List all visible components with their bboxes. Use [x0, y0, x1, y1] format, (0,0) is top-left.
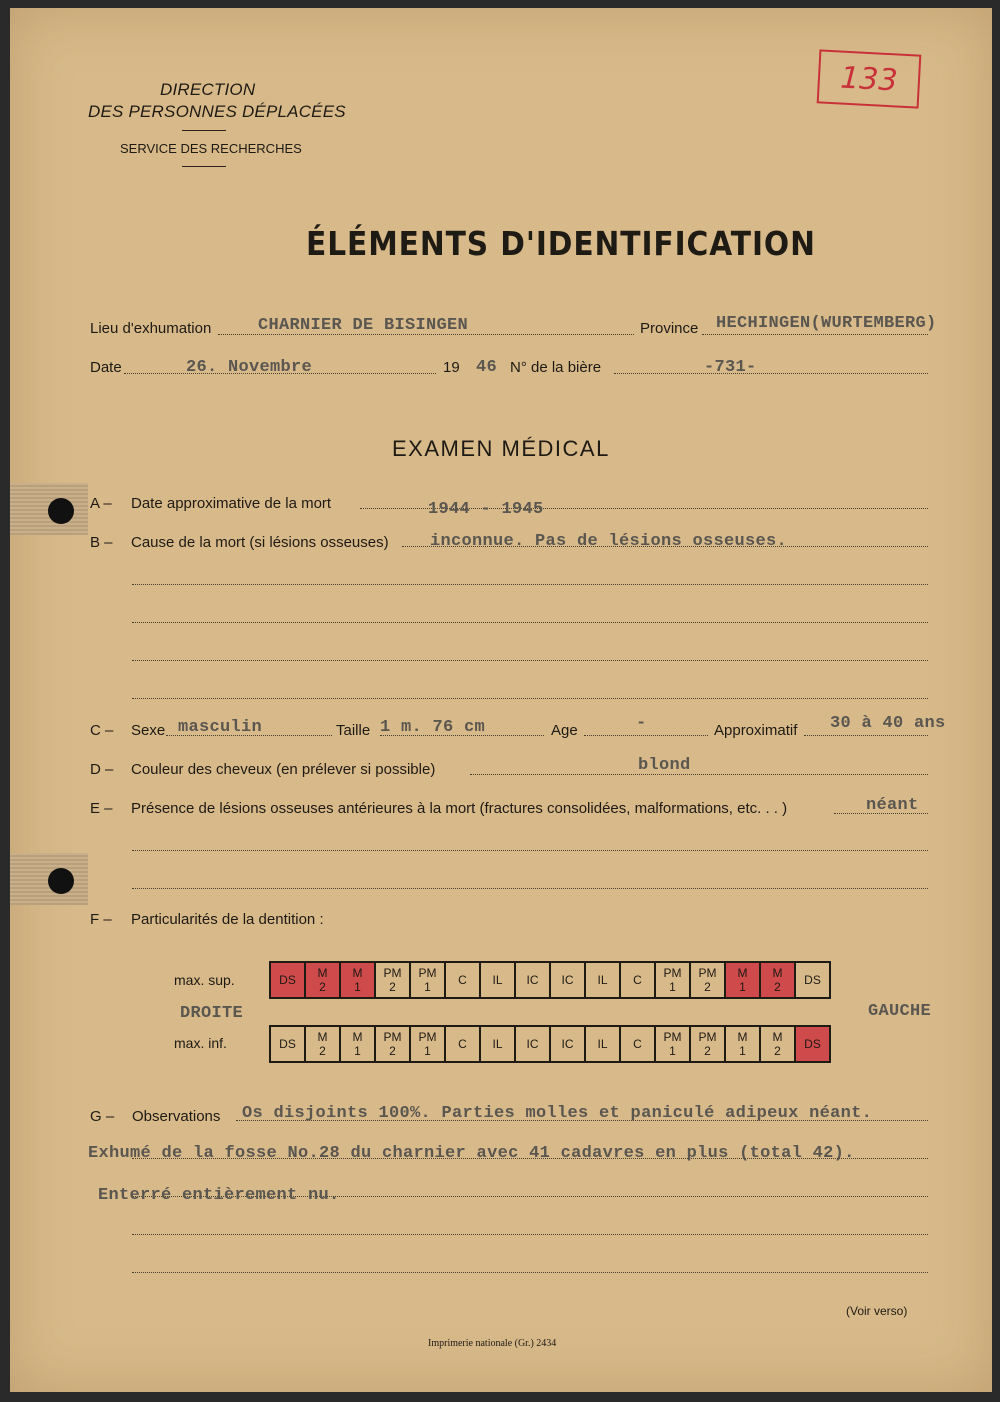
- province-line: [702, 334, 928, 335]
- tooth-cell: [305, 1026, 340, 1062]
- tooth-cell: [480, 1026, 515, 1062]
- section-title: EXAMEN MÉDICAL: [392, 436, 610, 461]
- tooth-code: M: [772, 1030, 783, 1044]
- tooth-cell: [725, 962, 760, 998]
- tooth-number: 2: [774, 1044, 781, 1058]
- tooth-number: 2: [704, 980, 711, 994]
- tooth-cell: [760, 1026, 795, 1062]
- tooth-cell: [340, 1026, 375, 1062]
- printer-imprint: Imprimerie nationale (Gr.) 2434: [428, 1338, 557, 1349]
- f-label: Particularités de la dentition :: [131, 911, 324, 928]
- tooth-code: PM: [383, 966, 402, 980]
- b-extra-line: [132, 622, 928, 623]
- tooth-cell: [620, 1026, 655, 1062]
- f-letter: F –: [90, 911, 112, 928]
- taille-label: Taille: [336, 722, 371, 739]
- tooth-cell: [515, 962, 550, 998]
- tooth-cell: [375, 1026, 410, 1062]
- b-value: inconnue. Pas de lésions osseuses.: [430, 532, 788, 551]
- tooth-cell: [270, 962, 305, 998]
- tooth-number: 1: [739, 980, 746, 994]
- tooth-number: 2: [704, 1044, 711, 1058]
- tooth-cell: [795, 1026, 830, 1062]
- tooth-cell: [375, 962, 410, 998]
- tooth-cell: [760, 962, 795, 998]
- province-label: Province: [640, 320, 699, 337]
- tooth-code: IL: [597, 973, 608, 987]
- header-divider: [182, 166, 226, 167]
- year-value: 46: [476, 358, 498, 377]
- b-extra-line: [132, 660, 928, 661]
- b-label: Cause de la mort (si lésions osseuses): [131, 534, 389, 551]
- tooth-code: PM: [418, 1030, 437, 1044]
- tooth-cell: [655, 962, 690, 998]
- tooth-code: C: [633, 1037, 642, 1051]
- tooth-cell: [480, 962, 515, 998]
- observations-line-2: Exhumé de la fosse No.28 du charnier avec 41 cadavres en plus (total 42).: [88, 1144, 855, 1163]
- max-sup-label: max. sup.: [174, 972, 235, 988]
- c-letter: C –: [90, 722, 114, 739]
- header-service: SERVICE DES RECHERCHES: [120, 141, 302, 156]
- tooth-cell: [445, 1026, 480, 1062]
- tooth-code: M: [737, 966, 748, 980]
- d-line: [470, 774, 928, 775]
- tooth-cell: [340, 962, 375, 998]
- observations-line-3: Enterré entièrement nu.: [98, 1186, 340, 1205]
- age-line: [584, 735, 708, 736]
- form-title: ÉLÉMENTS D'IDENTIFICATION: [306, 224, 816, 263]
- voir-verso: (Voir verso): [846, 1304, 908, 1318]
- date-value: 26. Novembre: [186, 358, 313, 377]
- e-extra-line: [132, 888, 928, 889]
- tooth-code: PM: [418, 966, 437, 980]
- tooth-cell: [445, 962, 480, 998]
- form-sheet: [10, 8, 992, 1392]
- tooth-code: PM: [698, 1030, 717, 1044]
- approx-line: [804, 735, 928, 736]
- sexe-value: masculin: [178, 718, 263, 737]
- tooth-number: 2: [319, 980, 326, 994]
- tooth-number: 1: [354, 980, 361, 994]
- e-label: Présence de lésions osseuses antérieures à la mort (fractures consolidées, malformations, etc. . . ): [131, 800, 788, 817]
- lieu-value: CHARNIER DE BISINGEN: [258, 316, 469, 335]
- d-letter: D –: [90, 761, 114, 778]
- observations-line: [132, 1272, 928, 1273]
- header-divider: [182, 130, 226, 131]
- tooth-code: PM: [663, 1030, 682, 1044]
- b-letter: B –: [90, 534, 113, 551]
- tooth-cell: [550, 1026, 585, 1062]
- punch-hole: [48, 498, 74, 524]
- gauche-label: GAUCHE: [868, 1002, 932, 1021]
- tooth-code: PM: [698, 966, 717, 980]
- tooth-number: 1: [739, 1044, 746, 1058]
- d-value: blond: [638, 756, 691, 775]
- tooth-code: IC: [561, 1037, 574, 1051]
- droite-label: DROITE: [180, 1004, 244, 1023]
- tooth-code: M: [317, 966, 328, 980]
- lower-teeth-chart: [269, 1025, 831, 1063]
- tooth-cell: [655, 1026, 690, 1062]
- age-value: -: [636, 714, 647, 733]
- b-extra-line: [132, 698, 928, 699]
- b-extra-line: [132, 584, 928, 585]
- biere-line: [614, 373, 928, 374]
- tooth-cell: [690, 1026, 725, 1062]
- tooth-number: 2: [389, 980, 396, 994]
- tooth-number: 2: [389, 1044, 396, 1058]
- header-department: DES PERSONNES DÉPLACÉES: [88, 102, 346, 121]
- age-label: Age: [551, 722, 578, 739]
- tooth-number: 1: [424, 980, 431, 994]
- tooth-code: IL: [492, 1037, 503, 1051]
- file-number-stamp: 133: [817, 49, 922, 108]
- max-inf-label: max. inf.: [174, 1035, 227, 1051]
- g-letter: G –: [90, 1108, 115, 1125]
- province-value: HECHINGEN(WURTEMBERG): [716, 314, 937, 333]
- tooth-number: 2: [319, 1044, 326, 1058]
- tooth-code: M: [352, 966, 363, 980]
- year-prefix: 19: [443, 359, 460, 376]
- approx-label: Approximatif: [714, 722, 798, 739]
- tooth-number: 2: [774, 980, 781, 994]
- tooth-code: DS: [279, 1037, 296, 1051]
- tooth-code: M: [772, 966, 783, 980]
- date-label: Date: [90, 359, 122, 376]
- header-direction: DIRECTION: [160, 80, 256, 99]
- tooth-code: IC: [561, 973, 574, 987]
- tooth-cell: [515, 1026, 550, 1062]
- tooth-cell: [725, 1026, 760, 1062]
- upper-teeth-chart: [269, 961, 831, 999]
- sexe-label: Sexe: [131, 722, 166, 739]
- e-letter: E –: [90, 800, 113, 817]
- tooth-cell: [410, 962, 445, 998]
- a-value: 1944 - 1945: [428, 500, 544, 519]
- tooth-cell: [305, 962, 340, 998]
- a-label: Date approximative de la mort: [131, 495, 332, 512]
- tooth-number: 1: [669, 980, 676, 994]
- tooth-code: M: [737, 1030, 748, 1044]
- tooth-cell: [795, 962, 830, 998]
- biere-label: N° de la bière: [510, 359, 602, 376]
- tooth-code: M: [317, 1030, 328, 1044]
- a-letter: A –: [90, 495, 112, 512]
- tooth-code: DS: [804, 1037, 821, 1051]
- tooth-code: IL: [492, 973, 503, 987]
- observations-line-1: Os disjoints 100%. Parties molles et paniculé adipeux néant.: [242, 1104, 873, 1123]
- biere-value: -731-: [704, 358, 757, 377]
- d-label: Couleur des cheveux (en prélever si possible): [131, 761, 436, 778]
- observations-line: [132, 1234, 928, 1235]
- tooth-code: PM: [663, 966, 682, 980]
- tooth-cell: [585, 962, 620, 998]
- tooth-code: M: [352, 1030, 363, 1044]
- e-extra-line: [132, 850, 928, 851]
- tooth-code: PM: [383, 1030, 402, 1044]
- tooth-cell: [410, 1026, 445, 1062]
- taille-value: 1 m. 76 cm: [380, 718, 486, 737]
- tooth-code: IC: [526, 973, 539, 987]
- tooth-cell: [620, 962, 655, 998]
- punch-hole: [48, 868, 74, 894]
- tooth-code: DS: [279, 973, 296, 987]
- observations-label: Observations: [132, 1108, 221, 1125]
- tooth-code: DS: [804, 973, 821, 987]
- lieu-label: Lieu d'exhumation: [90, 320, 212, 337]
- tooth-number: 1: [424, 1044, 431, 1058]
- tooth-code: C: [633, 973, 642, 987]
- tooth-code: IC: [526, 1037, 539, 1051]
- approx-value: 30 à 40 ans: [830, 714, 946, 733]
- tooth-code: IL: [597, 1037, 608, 1051]
- tooth-number: 1: [669, 1044, 676, 1058]
- e-value: néant: [866, 796, 919, 815]
- tooth-cell: [690, 962, 725, 998]
- tooth-code: C: [458, 973, 467, 987]
- tooth-cell: [270, 1026, 305, 1062]
- tooth-code: C: [458, 1037, 467, 1051]
- tooth-cell: [585, 1026, 620, 1062]
- tooth-cell: [550, 962, 585, 998]
- tooth-number: 1: [354, 1044, 361, 1058]
